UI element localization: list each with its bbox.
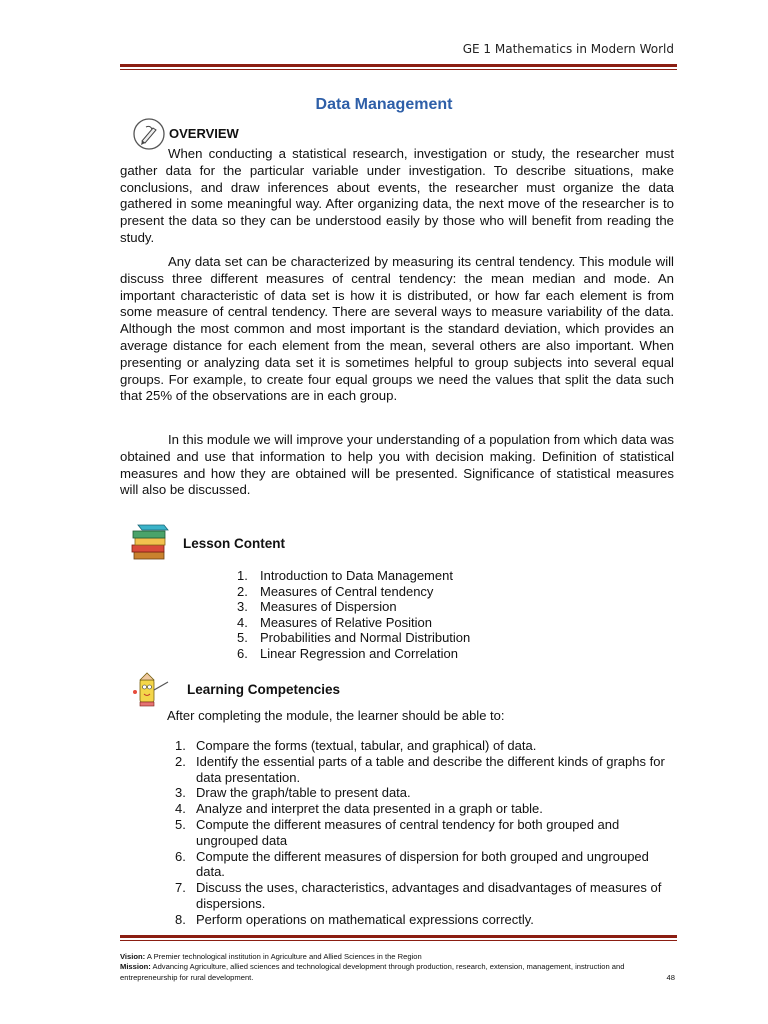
item-number: 5. [237, 630, 248, 646]
paragraph-text: When conducting a statistical research, investigation or study, the researcher must gather data for the particular variable under investigation. To describe situations, make conclusions, and draw inferences about events, the researcher must organize the data gathered in some meaningful way. After organizing data, the next move of the researcher is to present the data so they can be understood easily by those who will benefit from reading the study. [120, 146, 674, 245]
item-number: 2. [237, 583, 248, 599]
list-item [175, 801, 675, 817]
paragraph-text: In this module we will improve your understanding of a population from which data was obtained and use that information to help you with decision making. Definition of statistical measures and how they are obtained will be presented. Significance of statistical measures will also be discussed. [120, 432, 674, 498]
paragraph-text: Any data set can be characterized by measuring its central tendency. This module will discuss three different measures of central tendency: the mean median and mode. An important characteristic of data set is how it is distributed, or how far each element is from some measure of central tendency. There are several ways to measure variability of the data. Although the most common and most important is the standard deviation, which provides an average distance for each element from the mean, several others are also important. When presenting or analyzing data set it is sometimes helpful to group subjects into several equal groups. For example, to create four equal groups we need the values that split the data such that 25% of the observations are in each group. [120, 254, 674, 404]
item-text: Identify the essential parts of a table and describe the different kinds of graphs for data presentation. [196, 753, 665, 785]
item-number: 6. [237, 645, 248, 661]
vision-line [120, 952, 677, 962]
item-number: 1. [175, 738, 186, 753]
footer-rule-thick [120, 935, 677, 938]
item-text: Discuss the uses, characteristics, advantages and disadvantages of measures of dispersions. [196, 880, 662, 911]
list-item [175, 738, 675, 754]
item-number: 7. [175, 880, 186, 896]
lesson-content-heading: Lesson Content [183, 536, 286, 551]
item-text: Draw the graph/table to present data. [196, 785, 411, 801]
page-number: 48 [666, 973, 675, 982]
list-item [175, 785, 675, 801]
running-header: GE 1 Mathematics in Modern World [462, 42, 674, 56]
mission-label: Mission: [120, 962, 151, 972]
item-number: 6. [175, 848, 186, 864]
item-text: Compute the different measures of central tendency for both grouped and ungrouped data [196, 816, 620, 848]
header-rule-thick [120, 64, 677, 67]
overview-paragraph-2 [120, 254, 674, 405]
item-text: Measures of Central tendency [260, 583, 434, 599]
list-item [175, 849, 675, 881]
item-number: 4. [175, 801, 186, 817]
competencies-list [175, 738, 675, 928]
item-text: Analyze and interpret the data presented in a graph or table. [196, 801, 543, 817]
list-item [237, 599, 470, 615]
list-item [175, 754, 675, 786]
item-text: Measures of Relative Position [260, 614, 432, 630]
footer-rule-thin [120, 940, 677, 941]
item-text: Linear Regression and Correlation [260, 645, 459, 661]
overview-heading: OVERVIEW [169, 126, 239, 141]
mission-line [120, 962, 677, 983]
item-number: 5. [175, 816, 186, 832]
item-text: Probabilities and Normal Distribution [260, 630, 471, 646]
mission-text: Advancing Agriculture, allied sciences and technological development through production, research, extension, management, instruction and entrepreneurship for rural development. [120, 962, 625, 982]
list-item [237, 584, 470, 600]
books-icon [130, 522, 172, 562]
page-title: Data Management [315, 96, 453, 113]
item-number: 1. [237, 568, 248, 583]
list-item [237, 646, 470, 662]
pencil-character-icon [130, 672, 176, 708]
footer [120, 952, 677, 983]
item-text: Perform operations on mathematical expressions correctly. [196, 911, 534, 927]
item-text: Compare the forms (textual, tabular, and graphical) of data. [196, 738, 537, 753]
item-number: 3. [237, 599, 248, 615]
item-number: 8. [175, 911, 186, 927]
overview-paragraph-3 [120, 432, 674, 499]
learning-competencies-heading: Learning Competencies [187, 682, 341, 697]
item-number: 4. [237, 614, 248, 630]
competencies-intro: After completing the module, the learner should be able to: [167, 708, 505, 723]
overview-paragraph-1 [120, 146, 674, 247]
list-item [237, 615, 470, 631]
vision-label: Vision: [120, 952, 146, 961]
item-text: Compute the different measures of dispersion for both grouped and ungrouped data. [196, 848, 649, 880]
list-item [237, 630, 470, 646]
list-item [175, 912, 675, 928]
item-number: 3. [175, 785, 186, 801]
lesson-content-list [237, 568, 470, 662]
item-text: Measures of Dispersion [260, 599, 397, 615]
item-text: Introduction to Data Management [260, 568, 453, 583]
list-item [175, 817, 675, 849]
item-number: 2. [175, 753, 186, 769]
list-item [175, 880, 675, 912]
header-rule-thin [120, 69, 677, 70]
list-item [237, 568, 470, 584]
vision-text: A Premier technological institution in Agriculture and Allied Sciences in the Region [146, 952, 422, 961]
